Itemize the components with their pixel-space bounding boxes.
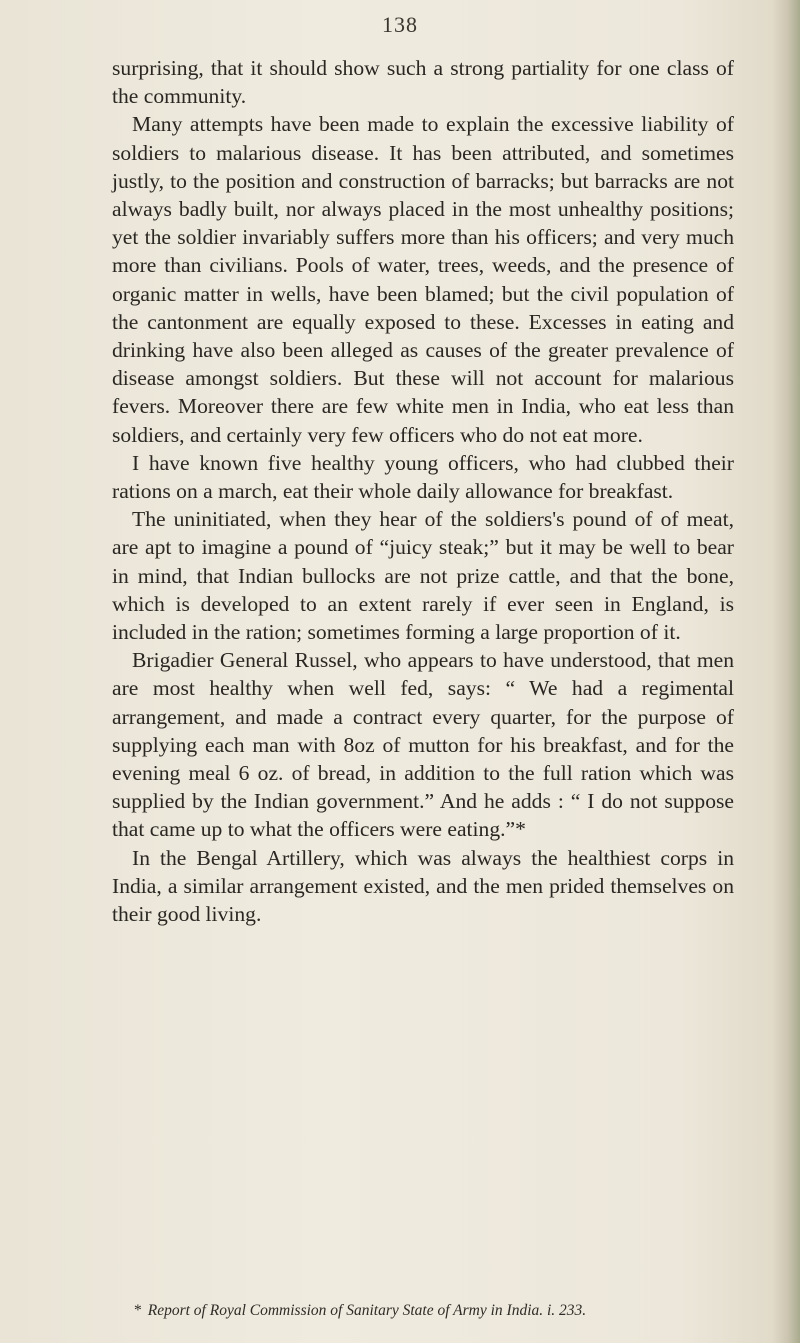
footnote <box>134 1302 734 1320</box>
page-edge-shadow <box>772 0 800 1343</box>
paragraph-3: I have known five healthy young officers, who had clubbed their rations on a march, eat their whole daily allowance for breakfast. <box>112 450 734 504</box>
body-text <box>112 54 734 928</box>
footnote-marker: * <box>134 1302 142 1319</box>
paragraph-1: surprising, that it should show such a strong partiality for one class of the community. <box>112 56 734 109</box>
page-number: 138 <box>382 12 418 37</box>
paragraph-5: Brigadier General Russel, who appears to have understood, that men are most healthy when well fed, says: “ We had a regimental arrangement, and made a contract every quarter, for the purpose of supplying each man with 8oz of mutton for his breakfast, and for the evening meal 6 oz. of bread, in addition to the full ration which was supplied by the Indian government.” And he adds : “ I do not suppose that came up to what the officers were eating.”* <box>112 648 734 842</box>
paragraph-2: Many attempts have been made to explain the excessive liability of soldiers to malarious disease. It has been attributed, and sometimes justly, to the position and construction of barracks; but barracks are not always badly built, nor always placed in the most unhealthy positions; yet the soldier invariably suffers more than his officers; and very much more than civilians. Pools of water, trees, weeds, and the presence of organic matter in wells, have been blamed; but the civil population of the cantonment are equally exposed to these. Excesses in eating and drinking have also been alleged as causes of the greater prevalence of disease amongst soldiers. But these will not account for malarious fevers. Moreover there are few white men in India, who eat less than soldiers, and certainly very few officers who do not eat more. <box>112 112 734 447</box>
paragraph-6: In the Bengal Artillery, which was always the healthiest corps in India, a similar arrangement existed, and the men prided themselves on their good living. <box>112 845 734 927</box>
paragraph-4: The uninitiated, when they hear of the soldiers's pound of of meat, are apt to imagine a pound of “juicy steak;” but it may be well to bear in mind, that Indian bullocks are not prize cattle, and that the bone, which is developed to an extent rarely if ever seen in England, is included in the ration; sometimes forming a large proportion of it. <box>112 507 734 645</box>
footnote-text: Report of Royal Commission of Sanitary State of Army in India. i. 233. <box>147 1302 587 1319</box>
